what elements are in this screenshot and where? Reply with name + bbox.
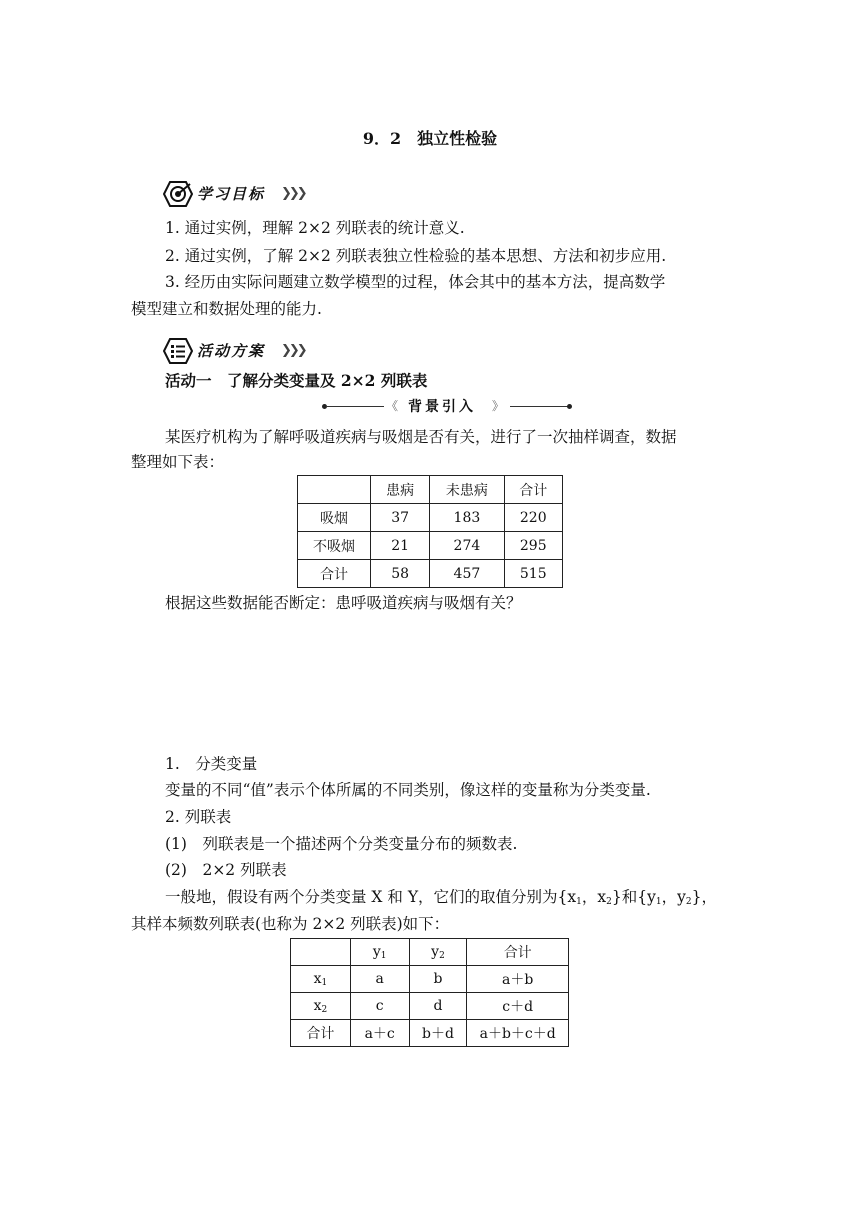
table-row bbox=[298, 532, 563, 560]
table-cell bbox=[291, 966, 351, 993]
table-row bbox=[291, 993, 569, 1020]
divider-line bbox=[510, 406, 568, 407]
table-cell: 合计 bbox=[298, 560, 371, 588]
concept-text: (1) 列联表是一个描述两个分类变量分布的频数表. bbox=[165, 835, 518, 853]
subscript: 1 bbox=[655, 897, 662, 907]
var-label: x bbox=[313, 997, 322, 1014]
table-cell bbox=[409, 939, 467, 966]
concept-heading: 2. 列联表 bbox=[165, 808, 232, 826]
table-cell: 未患病 bbox=[430, 476, 504, 504]
text-span: ，y bbox=[661, 888, 686, 906]
chevrons-icon: ❯❯❯ bbox=[281, 186, 305, 201]
learning-goals-badge bbox=[163, 183, 323, 205]
var-label: y bbox=[372, 943, 381, 960]
concept-text: 其样本频数列联表(也称为 2×2 列联表)如下： bbox=[131, 915, 450, 933]
table-row bbox=[291, 966, 569, 993]
list-icon bbox=[163, 338, 193, 364]
subscript: 1 bbox=[321, 977, 328, 988]
divider-label: 背景引入 bbox=[408, 399, 476, 415]
intro-text: 某医疗机构为了解呼吸道疾病与吸烟是否有关，进行了一次抽样调查，数据 bbox=[165, 428, 677, 446]
table-cell: 合计 bbox=[291, 1020, 351, 1047]
table-header-row bbox=[291, 939, 569, 966]
table-cell: 吸烟 bbox=[298, 504, 371, 532]
double-chevron-right-icon: 》 bbox=[492, 399, 505, 413]
table-header-row bbox=[298, 476, 563, 504]
table-cell: b bbox=[409, 966, 467, 993]
goal-item: 3. 经历由实际问题建立数学模型的过程，体会其中的基本方法，提高数学 bbox=[165, 273, 666, 291]
subscript: 2 bbox=[439, 950, 445, 961]
table-cell: 220 bbox=[504, 504, 563, 532]
table-cell: 58 bbox=[371, 560, 430, 588]
text-span: ，x bbox=[581, 888, 607, 906]
table-cell: 不吸烟 bbox=[298, 532, 371, 560]
table-row bbox=[298, 504, 563, 532]
divider-line bbox=[326, 406, 384, 407]
concept-text: 变量的不同“值”表示个体所属的不同类别，像这样的变量称为分类变量. bbox=[165, 781, 651, 799]
goal-item: 2. 通过实例，了解 2×2 列联表独立性检验的基本思想、方法和初步应用. bbox=[165, 247, 667, 265]
subscript: 2 bbox=[685, 897, 692, 907]
table-cell: c＋d bbox=[467, 993, 569, 1020]
goal-item: 模型建立和数据处理的能力. bbox=[131, 300, 322, 318]
section-divider bbox=[322, 396, 572, 418]
table-cell: b＋d bbox=[409, 1020, 467, 1047]
text-span: }， bbox=[691, 888, 717, 906]
var-label: y bbox=[431, 943, 440, 960]
table-cell: c bbox=[350, 993, 409, 1020]
table-cell: 183 bbox=[430, 504, 504, 532]
subscript: 2 bbox=[321, 1004, 328, 1015]
table-row bbox=[298, 560, 563, 588]
table-cell: 患病 bbox=[371, 476, 430, 504]
table-cell: 515 bbox=[504, 560, 563, 588]
table-cell: 295 bbox=[504, 532, 563, 560]
table-cell bbox=[291, 939, 351, 966]
activity-plan-badge bbox=[163, 340, 323, 362]
table-cell: 21 bbox=[371, 532, 430, 560]
badge-label: 学习目标 bbox=[197, 185, 266, 203]
table-cell: a bbox=[350, 966, 409, 993]
concept-text: (2) 2×2 列联表 bbox=[165, 861, 287, 879]
var-label: x bbox=[313, 970, 322, 987]
divider-dot bbox=[567, 404, 572, 409]
table-row bbox=[291, 1020, 569, 1047]
subscript: 1 bbox=[576, 897, 582, 907]
table-cell: 37 bbox=[371, 504, 430, 532]
question-text: 根据这些数据能否断定：患呼吸道疾病与吸烟有关？ bbox=[165, 594, 522, 612]
chevrons-icon: ❯❯❯ bbox=[281, 343, 305, 358]
table-cell: 合计 bbox=[467, 939, 569, 966]
table-cell: a＋c bbox=[350, 1020, 409, 1047]
table-cell: 274 bbox=[430, 532, 504, 560]
table-cell bbox=[350, 939, 409, 966]
table-cell: 457 bbox=[430, 560, 504, 588]
target-icon bbox=[163, 181, 193, 207]
text-span: 一般地，假设有两个分类变量 X 和 Y，它们的取值分别为{x bbox=[165, 888, 577, 906]
concept-text bbox=[165, 886, 717, 913]
table-cell bbox=[291, 993, 351, 1020]
table-cell: 合计 bbox=[504, 476, 563, 504]
subscript: 2 bbox=[606, 897, 612, 907]
intro-text: 整理如下表： bbox=[131, 453, 225, 471]
double-chevron-left-icon: 《 bbox=[386, 399, 399, 413]
goal-item: 1. 通过实例，理解 2×2 列联表的统计意义. bbox=[165, 219, 465, 237]
table-cell: d bbox=[409, 993, 467, 1020]
table-cell bbox=[298, 476, 371, 504]
text-span: }和{y bbox=[611, 888, 656, 906]
smoking-disease-table bbox=[297, 475, 563, 588]
subscript: 1 bbox=[380, 950, 387, 961]
contingency-table bbox=[290, 938, 569, 1047]
activity-title: 活动一 了解分类变量及 2×2 列联表 bbox=[165, 371, 428, 390]
badge-label: 活动方案 bbox=[197, 342, 266, 360]
page-title: 9．2 独立性检验 bbox=[362, 129, 498, 148]
table-cell: a＋b bbox=[467, 966, 569, 993]
concept-heading: 1. 分类变量 bbox=[165, 755, 258, 773]
table-cell: a＋b＋c＋d bbox=[467, 1020, 569, 1047]
